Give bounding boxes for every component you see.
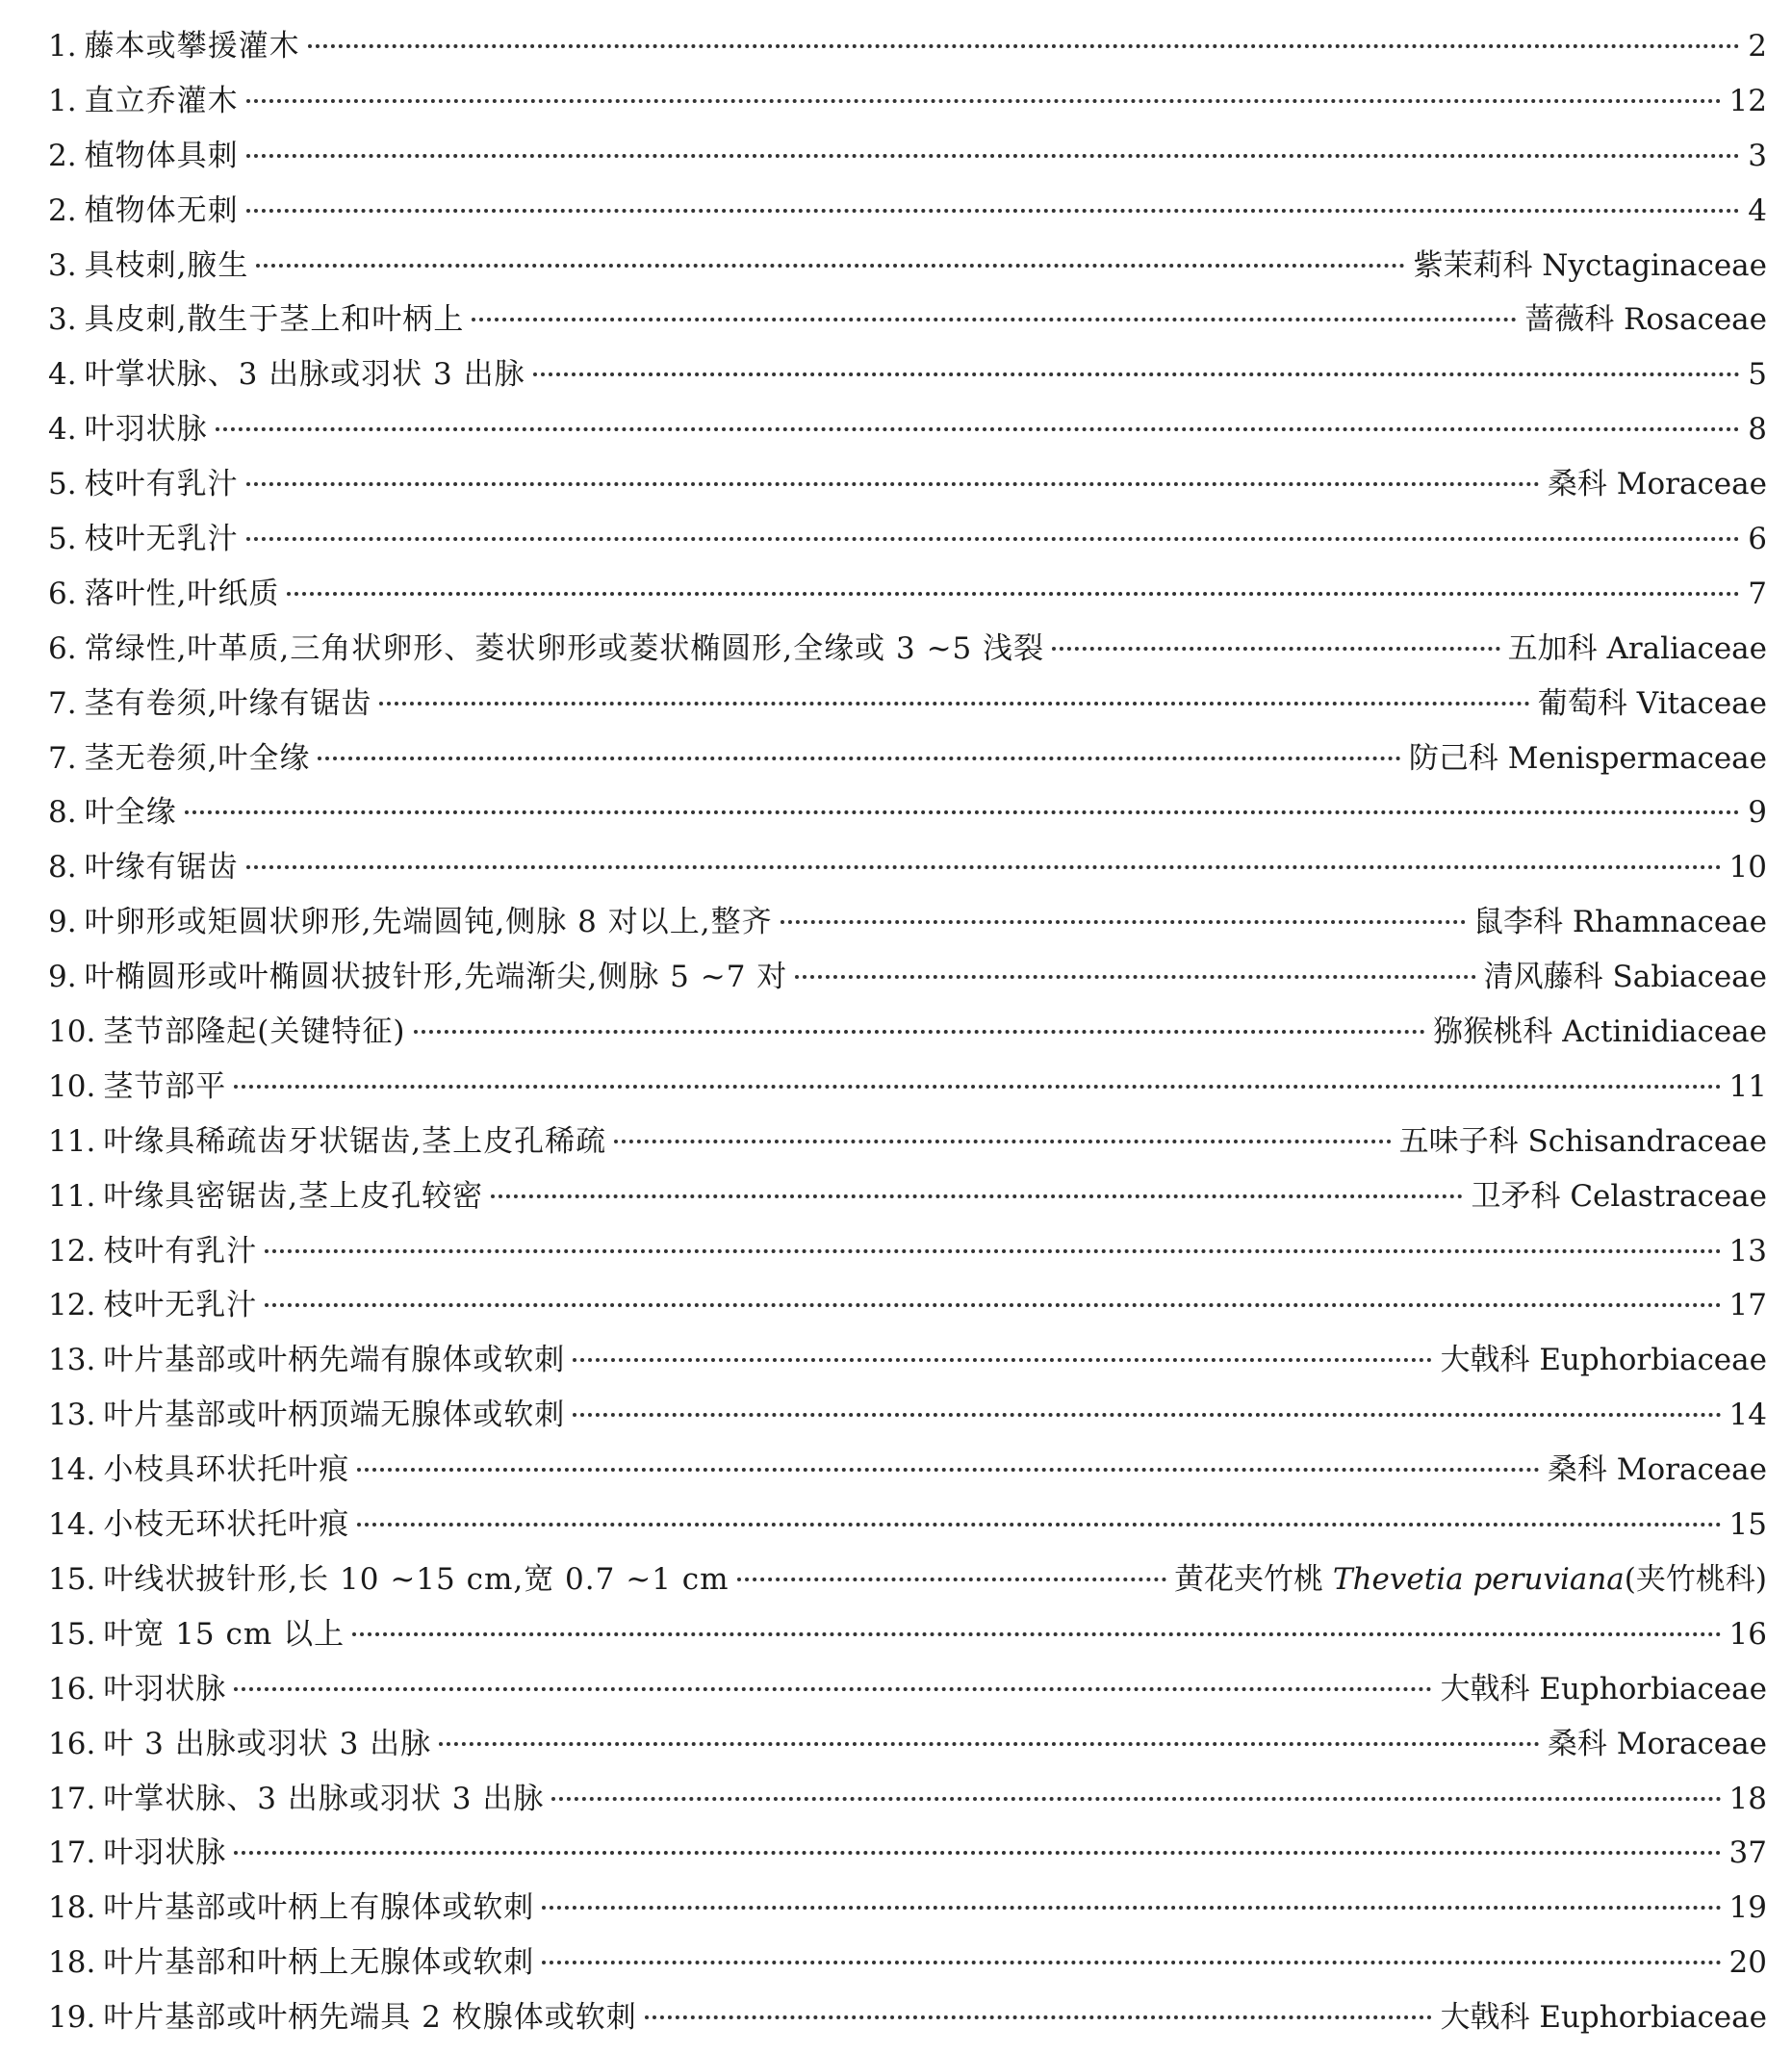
key-row bbox=[48, 1169, 1767, 1224]
family-note: (夹竹桃科) bbox=[1624, 1561, 1767, 1597]
dot-leader bbox=[737, 1578, 1167, 1581]
couplet-number: 5. bbox=[48, 522, 77, 557]
couplet-description: 小枝无环状托叶痕 bbox=[103, 1507, 350, 1543]
dot-leader bbox=[533, 372, 1741, 376]
key-row bbox=[48, 1498, 1767, 1553]
couplet-number: 3. bbox=[48, 247, 77, 283]
couplet-number: 2. bbox=[48, 138, 77, 173]
couplet-number: 9. bbox=[48, 960, 77, 995]
couplet-number: 16. bbox=[48, 1726, 96, 1761]
couplet-result: 桑科 Moraceae bbox=[1547, 1726, 1767, 1761]
key-row bbox=[48, 840, 1767, 895]
couplet-description: 植物体具刺 bbox=[84, 138, 239, 173]
key-row bbox=[48, 457, 1767, 512]
common-name: 黄花夹竹桃 bbox=[1174, 1561, 1333, 1597]
couplet-description: 具皮刺,散生于茎上和叶柄上 bbox=[84, 302, 465, 338]
couplet-number: 11. bbox=[48, 1123, 96, 1159]
couplet-description: 叶卵形或矩圆状卵形,先端圆钝,侧脉 8 对以上,整齐 bbox=[84, 905, 773, 940]
couplet-description: 叶羽状脉 bbox=[103, 1671, 227, 1707]
key-row bbox=[48, 184, 1767, 239]
couplet-result: 葡萄科 Vitaceae bbox=[1537, 685, 1767, 721]
couplet-description: 茎有卷须,叶缘有锯齿 bbox=[84, 685, 372, 721]
key-row bbox=[48, 19, 1767, 74]
key-row bbox=[48, 1607, 1767, 1662]
key-row bbox=[48, 293, 1767, 347]
dot-leader bbox=[185, 810, 1741, 814]
key-row bbox=[48, 1005, 1767, 1060]
key-row bbox=[48, 129, 1767, 184]
couplet-number: 18. bbox=[48, 1945, 96, 1981]
dot-leader bbox=[1052, 647, 1499, 651]
couplet-result: 19 bbox=[1728, 1890, 1767, 1926]
couplet-result: 紫茉莉科 Nyctaginaceae bbox=[1413, 247, 1767, 283]
couplet-result: 7 bbox=[1748, 576, 1767, 611]
couplet-description: 叶缘具密锯齿,茎上皮孔较密 bbox=[103, 1178, 484, 1214]
couplet-result: 五味子科 Schisandraceae bbox=[1398, 1123, 1767, 1159]
couplet-description: 叶缘具稀疏齿牙状锯齿,茎上皮孔稀疏 bbox=[103, 1123, 607, 1159]
couplet-description: 叶缘有锯齿 bbox=[84, 850, 239, 885]
couplet-result: 16 bbox=[1728, 1616, 1767, 1652]
couplet-number: 7. bbox=[48, 740, 77, 776]
couplet-description: 枝叶无乳汁 bbox=[84, 522, 239, 557]
couplet-number: 6. bbox=[48, 630, 77, 666]
couplet-number: 2. bbox=[48, 192, 77, 228]
dot-leader bbox=[246, 154, 1741, 158]
couplet-result: 14 bbox=[1728, 1398, 1767, 1433]
dot-leader bbox=[318, 757, 1400, 760]
couplet-number: 15. bbox=[48, 1616, 96, 1652]
key-row bbox=[48, 1443, 1767, 1498]
key-row bbox=[48, 1826, 1767, 1881]
couplet-number: 10. bbox=[48, 1068, 96, 1104]
key-row bbox=[48, 950, 1767, 1005]
couplet-description: 茎节部隆起(关键特征) bbox=[103, 1014, 406, 1050]
key-row bbox=[48, 1278, 1767, 1333]
dot-leader bbox=[287, 592, 1740, 596]
couplet-description: 叶线状披针形,长 10 ~15 cm,宽 0.7 ~1 cm bbox=[103, 1561, 730, 1597]
couplet-result: 37 bbox=[1728, 1835, 1767, 1871]
couplet-number: 12. bbox=[48, 1288, 96, 1323]
dot-leader bbox=[234, 1687, 1432, 1691]
couplet-description: 枝叶有乳汁 bbox=[84, 467, 239, 502]
dot-leader bbox=[357, 1523, 1721, 1527]
couplet-number: 9. bbox=[48, 905, 77, 940]
dot-leader bbox=[614, 1140, 1391, 1143]
dot-leader bbox=[265, 1303, 1721, 1307]
key-row bbox=[48, 677, 1767, 731]
couplet-description: 叶片基部或叶柄上有腺体或软刺 bbox=[103, 1890, 535, 1926]
key-row bbox=[48, 239, 1767, 294]
key-row bbox=[48, 895, 1767, 950]
identification-key bbox=[48, 19, 1767, 2045]
dot-leader bbox=[265, 1249, 1721, 1253]
dot-leader bbox=[216, 427, 1741, 431]
dot-leader bbox=[246, 482, 1540, 486]
dot-leader bbox=[551, 1797, 1721, 1801]
couplet-description: 枝叶无乳汁 bbox=[103, 1288, 258, 1323]
dot-leader bbox=[781, 920, 1466, 924]
couplet-number: 14. bbox=[48, 1507, 96, 1543]
key-row bbox=[48, 512, 1767, 567]
couplet-description: 小枝具环状托叶痕 bbox=[103, 1452, 350, 1488]
couplet-number: 1. bbox=[48, 83, 77, 118]
couplet-result: 桑科 Moraceae bbox=[1547, 1452, 1767, 1488]
couplet-result: 清风藤科 Sabiaceae bbox=[1483, 960, 1767, 995]
dot-leader bbox=[439, 1742, 1540, 1746]
couplet-number: 4. bbox=[48, 412, 77, 448]
couplet-number: 17. bbox=[48, 1835, 96, 1871]
couplet-number: 8. bbox=[48, 795, 77, 831]
couplet-number: 12. bbox=[48, 1233, 96, 1269]
couplet-description: 叶掌状脉、3 出脉或羽状 3 出脉 bbox=[84, 357, 525, 393]
dot-leader bbox=[352, 1632, 1721, 1636]
couplet-description: 叶椭圆形或叶椭圆状披针形,先端渐尖,侧脉 5 ~7 对 bbox=[84, 960, 788, 995]
key-row bbox=[48, 1060, 1767, 1115]
key-row bbox=[48, 1881, 1767, 1936]
couplet-description: 常绿性,叶革质,三角状卵形、菱状卵形或菱状椭圆形,全缘或 3 ~5 浅裂 bbox=[84, 630, 1045, 666]
couplet-description: 叶全缘 bbox=[84, 795, 177, 831]
couplet-result: 大戟科 Euphorbiaceae bbox=[1440, 1343, 1767, 1378]
dot-leader bbox=[246, 537, 1741, 541]
couplet-result bbox=[1174, 1553, 1767, 1607]
couplet-result: 3 bbox=[1748, 138, 1767, 173]
couplet-description: 叶掌状脉、3 出脉或羽状 3 出脉 bbox=[103, 1781, 545, 1816]
key-row bbox=[48, 731, 1767, 786]
couplet-number: 4. bbox=[48, 357, 77, 393]
couplet-description: 叶片基部或叶柄先端具 2 枚腺体或软刺 bbox=[103, 2000, 637, 2036]
couplet-number: 13. bbox=[48, 1398, 96, 1433]
couplet-result: 11 bbox=[1728, 1068, 1767, 1104]
key-row bbox=[48, 74, 1767, 129]
dot-leader bbox=[795, 975, 1475, 979]
couplet-description: 具枝刺,腋生 bbox=[84, 247, 249, 283]
couplet-result: 桑科 Moraceae bbox=[1547, 467, 1767, 502]
couplet-number: 10. bbox=[48, 1014, 96, 1050]
dot-leader bbox=[246, 865, 1722, 869]
couplet-description: 叶片基部或叶柄顶端无腺体或软刺 bbox=[103, 1398, 566, 1433]
couplet-result: 15 bbox=[1728, 1507, 1767, 1543]
dot-leader bbox=[491, 1194, 1463, 1198]
couplet-number: 19. bbox=[48, 2000, 96, 2036]
key-row bbox=[48, 622, 1767, 677]
key-row bbox=[48, 1662, 1767, 1717]
key-row bbox=[48, 1553, 1767, 1607]
couplet-result: 大戟科 Euphorbiaceae bbox=[1440, 1671, 1767, 1707]
couplet-result: 17 bbox=[1728, 1288, 1767, 1323]
couplet-result: 8 bbox=[1748, 412, 1767, 448]
couplet-result: 9 bbox=[1748, 795, 1767, 831]
couplet-number: 11. bbox=[48, 1178, 96, 1214]
key-row bbox=[48, 1936, 1767, 1990]
couplet-number: 15. bbox=[48, 1561, 96, 1597]
couplet-description: 叶宽 15 cm 以上 bbox=[103, 1616, 346, 1652]
couplet-description: 叶 3 出脉或羽状 3 出脉 bbox=[103, 1726, 432, 1761]
couplet-number: 17. bbox=[48, 1781, 96, 1816]
couplet-description: 叶片基部或叶柄先端有腺体或软刺 bbox=[103, 1343, 566, 1378]
scientific-name: Thevetia peruviana bbox=[1332, 1561, 1625, 1597]
dot-leader bbox=[645, 2015, 1433, 2019]
dot-leader bbox=[414, 1030, 1426, 1034]
dot-leader bbox=[573, 1413, 1721, 1417]
couplet-description: 落叶性,叶纸质 bbox=[84, 576, 280, 611]
dot-leader bbox=[308, 44, 1741, 48]
couplet-number: 1. bbox=[48, 29, 77, 64]
couplet-result: 18 bbox=[1728, 1781, 1767, 1816]
dot-leader bbox=[573, 1358, 1432, 1362]
key-row bbox=[48, 347, 1767, 402]
couplet-description: 直立乔灌木 bbox=[84, 83, 239, 118]
couplet-number: 16. bbox=[48, 1671, 96, 1707]
couplet-description: 植物体无刺 bbox=[84, 192, 239, 228]
couplet-result: 20 bbox=[1728, 1945, 1767, 1981]
key-row bbox=[48, 402, 1767, 457]
couplet-description: 藤本或攀援灌木 bbox=[84, 29, 300, 64]
couplet-result: 2 bbox=[1748, 29, 1767, 64]
couplet-result: 蔷薇科 Rosaceae bbox=[1524, 302, 1767, 338]
couplet-description: 茎无卷须,叶全缘 bbox=[84, 740, 311, 776]
dot-leader bbox=[256, 264, 1405, 268]
couplet-result: 猕猴桃科 Actinidiaceae bbox=[1433, 1014, 1767, 1050]
dot-leader bbox=[234, 1851, 1721, 1855]
key-row bbox=[48, 567, 1767, 622]
couplet-result: 大戟科 Euphorbiaceae bbox=[1440, 2000, 1767, 2036]
couplet-result: 10 bbox=[1728, 850, 1767, 885]
couplet-result: 6 bbox=[1748, 522, 1767, 557]
dot-leader bbox=[246, 209, 1741, 213]
key-row bbox=[48, 1333, 1767, 1388]
couplet-number: 13. bbox=[48, 1343, 96, 1378]
key-row bbox=[48, 785, 1767, 840]
couplet-result: 卫矛科 Celastraceae bbox=[1471, 1178, 1767, 1214]
dot-leader bbox=[542, 1906, 1721, 1910]
couplet-description: 叶羽状脉 bbox=[84, 412, 208, 448]
couplet-number: 18. bbox=[48, 1890, 96, 1926]
couplet-description: 叶羽状脉 bbox=[103, 1835, 227, 1871]
couplet-number: 6. bbox=[48, 576, 77, 611]
couplet-number: 3. bbox=[48, 302, 77, 338]
couplet-number: 8. bbox=[48, 850, 77, 885]
couplet-result: 12 bbox=[1728, 83, 1767, 118]
couplet-number: 14. bbox=[48, 1452, 96, 1488]
key-row bbox=[48, 1388, 1767, 1443]
dot-leader bbox=[234, 1085, 1721, 1089]
couplet-result: 五加科 Araliaceae bbox=[1507, 630, 1767, 666]
couplet-result: 13 bbox=[1728, 1233, 1767, 1269]
couplet-description: 叶片基部和叶柄上无腺体或软刺 bbox=[103, 1945, 535, 1981]
dot-leader bbox=[379, 702, 1529, 706]
key-row bbox=[48, 1990, 1767, 2045]
couplet-description: 茎节部平 bbox=[103, 1068, 227, 1104]
couplet-result: 防己科 Menispermaceae bbox=[1408, 740, 1767, 776]
couplet-result: 5 bbox=[1748, 357, 1767, 393]
couplet-number: 5. bbox=[48, 467, 77, 502]
key-row bbox=[48, 1717, 1767, 1772]
dot-leader bbox=[472, 318, 1517, 321]
couplet-number: 7. bbox=[48, 685, 77, 721]
key-row bbox=[48, 1115, 1767, 1169]
couplet-result: 鼠李科 Rhamnaceae bbox=[1472, 905, 1767, 940]
couplet-description: 枝叶有乳汁 bbox=[103, 1233, 258, 1269]
dot-leader bbox=[357, 1468, 1540, 1472]
dot-leader bbox=[246, 99, 1722, 103]
key-row bbox=[48, 1224, 1767, 1279]
couplet-result: 4 bbox=[1748, 192, 1767, 228]
key-row bbox=[48, 1772, 1767, 1827]
dot-leader bbox=[542, 1961, 1721, 1964]
